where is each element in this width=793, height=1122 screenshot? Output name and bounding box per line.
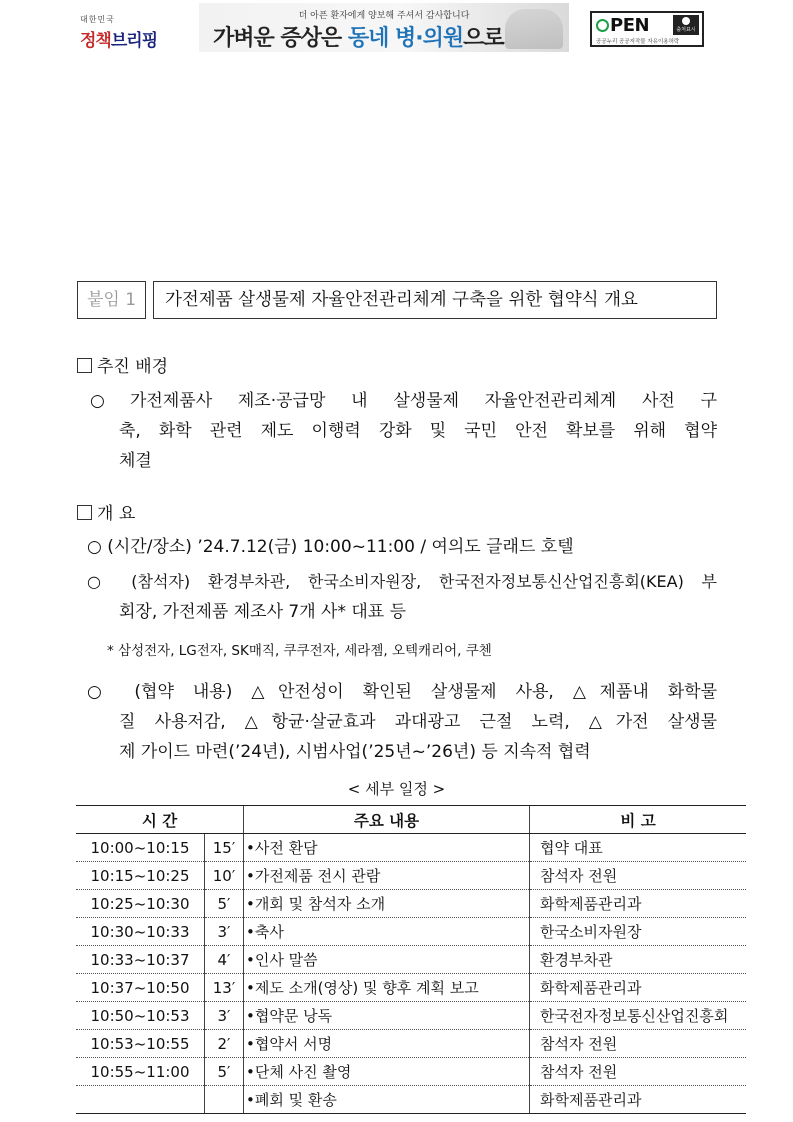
overview-content-line-3: 제 가이드 마련(’24년), 시범사업(’25년~’26년) 등 지속적 협력 [119,742,591,762]
background-line-3: 체결 [119,451,152,471]
row-note: 한국전자정보통신산업진흥회 [530,1002,747,1030]
companies-footnote: * 삼성전자, LG전자, SK매직, 쿠쿠전자, 세라젬, 오텍캐리어, 쿠첸 [107,643,492,659]
row-duration [205,1086,244,1114]
row-note: 환경부차관 [530,946,747,974]
document-title: 가전제품 살생물제 자율안전관리체계 구축을 위한 협약식 개요 [153,281,717,319]
row-time: 10:00~10:15 [76,834,205,862]
row-time: 10:15~10:25 [76,862,205,890]
overview-attendees-line-1: ○ (참석자) 환경부차관, 한국소비자원장, 한국전자정보통신산업진흥회(KEA) 부 [87,572,717,591]
row-time: 10:37~10:50 [76,974,205,1002]
table-row [76,834,746,862]
checkbox-square-icon [77,358,92,373]
row-content: •폐회 및 환송 [244,1086,530,1114]
overview-attendees-line-2: 회장, 가전제품 제조사 7개 사* 대표 등 [119,602,407,622]
row-note: 협약 대표 [530,834,747,862]
row-note: 참석자 전원 [530,1058,747,1086]
row-note: 화학제품관리과 [530,1086,747,1114]
schedule-caption: < 세부 일정 > [347,780,446,798]
campaign-banner[interactable] [199,3,569,52]
table-row [76,946,746,974]
row-duration: 2′ [205,1030,244,1058]
row-content: •사전 환담 [244,834,530,862]
background-line-2: 축, 화학 관련 제도 이행력 강화 및 국민 안전 확보를 위해 협약 [119,421,717,441]
policy-briefing-logo[interactable] [80,14,170,54]
checkbox-square-icon [77,505,92,520]
row-content: •축사 [244,918,530,946]
row-time: 10:55~11:00 [76,1058,205,1086]
row-duration: 15′ [205,834,244,862]
table-row [76,1002,746,1030]
row-note: 화학제품관리과 [530,974,747,1002]
row-content: •협약서 서명 [244,1030,530,1058]
table-row [76,1086,746,1114]
section-heading-background: 추진 배경 [77,352,168,377]
row-content: •가전제품 전시 관람 [244,862,530,890]
row-note: 화학제품관리과 [530,890,747,918]
overview-time-place: ○ (시간/장소) ’24.7.12(금) 10:00~11:00 / 여의도 글래드 호텔 [87,537,574,557]
background-bullet: ○ [90,391,105,411]
table-row [76,890,746,918]
table-row [76,1030,746,1058]
row-time: 10:50~10:53 [76,1002,205,1030]
header-time: 시 간 [76,806,244,834]
table-row [76,918,746,946]
row-content: •개회 및 참석자 소개 [244,890,530,918]
kogl-open-license-mark[interactable] [590,11,704,47]
logo-main-text: 정책브리핑 [80,31,158,51]
header-note: 비 고 [530,806,747,834]
attachment-label: 붙임 1 [77,281,146,319]
logo-small-text: 대한민국 [80,15,115,24]
schedule-table [76,805,746,1114]
row-content: •인사 말씀 [244,946,530,974]
row-time: 10:30~10:33 [76,918,205,946]
row-time: 10:33~10:37 [76,946,205,974]
row-note: 한국소비자원장 [530,918,747,946]
row-note: 참석자 전원 [530,1030,747,1058]
overview-content-line-2: 질 사용저감, △항균·살균효과 과대광고 근절 노력, △가전 살생물 [119,712,717,732]
row-duration: 5′ [205,890,244,918]
banner-headline: 가벼운 증상은 동네 병·의원으로 [213,26,504,51]
banner-subtitle: 더 아픈 환자에게 양보해 주셔서 감사합니다 [298,11,470,21]
row-duration: 5′ [205,1058,244,1086]
row-time [76,1086,205,1114]
table-row [76,862,746,890]
row-content: •제도 소개(영상) 및 향후 계획 보고 [244,974,530,1002]
open-license-subtext: 공공누리 공공저작물 자유이용허락 [596,39,680,45]
attribution-icon: 출처표시 [673,15,699,35]
row-time: 10:53~10:55 [76,1030,205,1058]
row-time: 10:25~10:30 [76,890,205,918]
table-row [76,974,746,1002]
row-duration: 10′ [205,862,244,890]
row-duration: 4′ [205,946,244,974]
row-duration: 3′ [205,918,244,946]
row-note: 참석자 전원 [530,862,747,890]
row-duration: 3′ [205,1002,244,1030]
row-content: •협약문 낭독 [244,1002,530,1030]
row-duration: 13′ [205,974,244,1002]
schedule-header-row [76,806,746,834]
background-line-1: 가전제품사 제조·공급망 내 살생물제 자율안전관리체계 사전 구 [130,391,717,411]
table-row [76,1058,746,1086]
section-heading-overview: 개 요 [77,499,135,524]
open-logo-text: PEN [596,15,649,36]
open-circle-icon [596,19,609,32]
overview-content-line-1: ○ (협약 내용) △안전성이 확인된 살생물제 사용, △제품내 화학물 [87,682,717,702]
row-content: •단체 사진 촬영 [244,1058,530,1086]
header-content: 주요 내용 [244,806,530,834]
